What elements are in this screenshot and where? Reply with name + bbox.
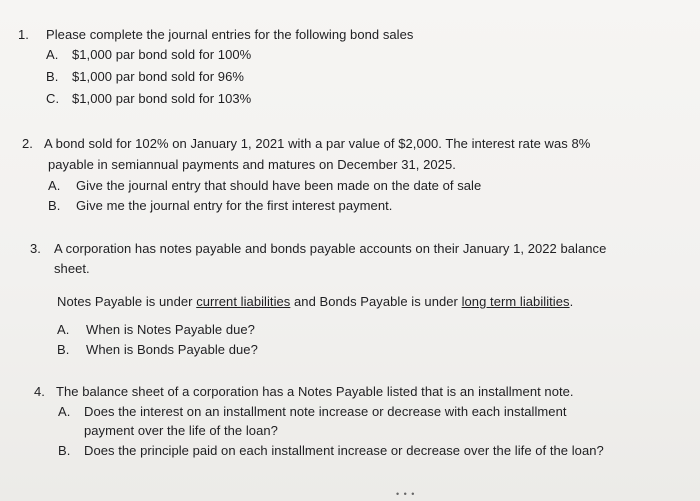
q4-item-a-line-2: payment over the life of the loan? [84,423,278,438]
q4-item-a [58,404,567,419]
q1-item-a-text: $1,000 par bond sold for 100% [72,47,252,62]
q2-item-a-label: A. [48,178,61,193]
question-3-line-2: sheet. [54,261,90,276]
q3-note [57,294,573,309]
question-2-line-1: A bond sold for 102% on January 1, 2021 with a par value of $2,000. The interest rate was 8% [44,136,591,151]
q1-item-b-text: $1,000 par bond sold for 96% [72,69,244,84]
question-3-line-1: A corporation has notes payable and bonds payable accounts on their January 1, 2022 balance [54,241,607,256]
question-2 [22,136,591,151]
q4-item-b-text: Does the principle paid on each installment increase or decrease over the life of the loan? [84,443,604,458]
q3-note-end: . [569,294,574,309]
question-4 [34,384,574,399]
q1-item-c [46,91,252,106]
q2-item-b-label: B. [48,198,61,213]
q3-note-current-liabilities: current liabilities [196,294,291,309]
q1-item-b [46,69,244,84]
q2-item-a [48,178,482,193]
q2-item-a-text: Give the journal entry that should have been made on the date of sale [76,178,482,193]
question-3-number: 3. [30,241,41,256]
question-4-text: The balance sheet of a corporation has a Notes Payable listed that is an installment note. [56,384,574,399]
q4-item-a-label: A. [58,404,71,419]
q3-item-b-label: B. [57,342,70,357]
question-2-line-2: payable in semiannual payments and matures on December 31, 2025. [48,157,456,172]
q3-item-a [57,322,255,337]
question-4-number: 4. [34,384,45,399]
q3-item-a-text: When is Notes Payable due? [86,322,255,337]
q3-note-prefix: Notes Payable is under [57,294,197,309]
q3-item-b-text: When is Bonds Payable due? [86,342,258,357]
q1-item-c-text: $1,000 par bond sold for 103% [72,91,252,106]
q4-item-b-label: B. [58,443,71,458]
scroll-dots-icon: • • • [396,489,416,499]
q4-item-a-line-1: Does the interest on an installment note increase or decrease with each installment [84,404,567,419]
q2-item-b [48,198,393,213]
question-1 [18,27,414,42]
question-1-number: 1. [18,27,29,42]
q1-item-c-label: C. [46,91,60,106]
q1-item-b-label: B. [46,69,59,84]
q1-item-a [46,47,252,62]
question-1-text: Please complete the journal entries for the following bond sales [46,27,414,42]
q3-note-middle: and Bonds Payable is under [290,294,462,309]
q3-note-long-term-liabilities: long term liabilities [461,294,570,309]
q1-item-a-label: A. [46,47,59,62]
q2-item-b-text: Give me the journal entry for the first interest payment. [76,198,393,213]
q3-item-b [57,342,258,357]
question-3 [30,241,607,256]
q4-item-b [58,443,604,458]
q3-item-a-label: A. [57,322,70,337]
question-2-number: 2. [22,136,33,151]
